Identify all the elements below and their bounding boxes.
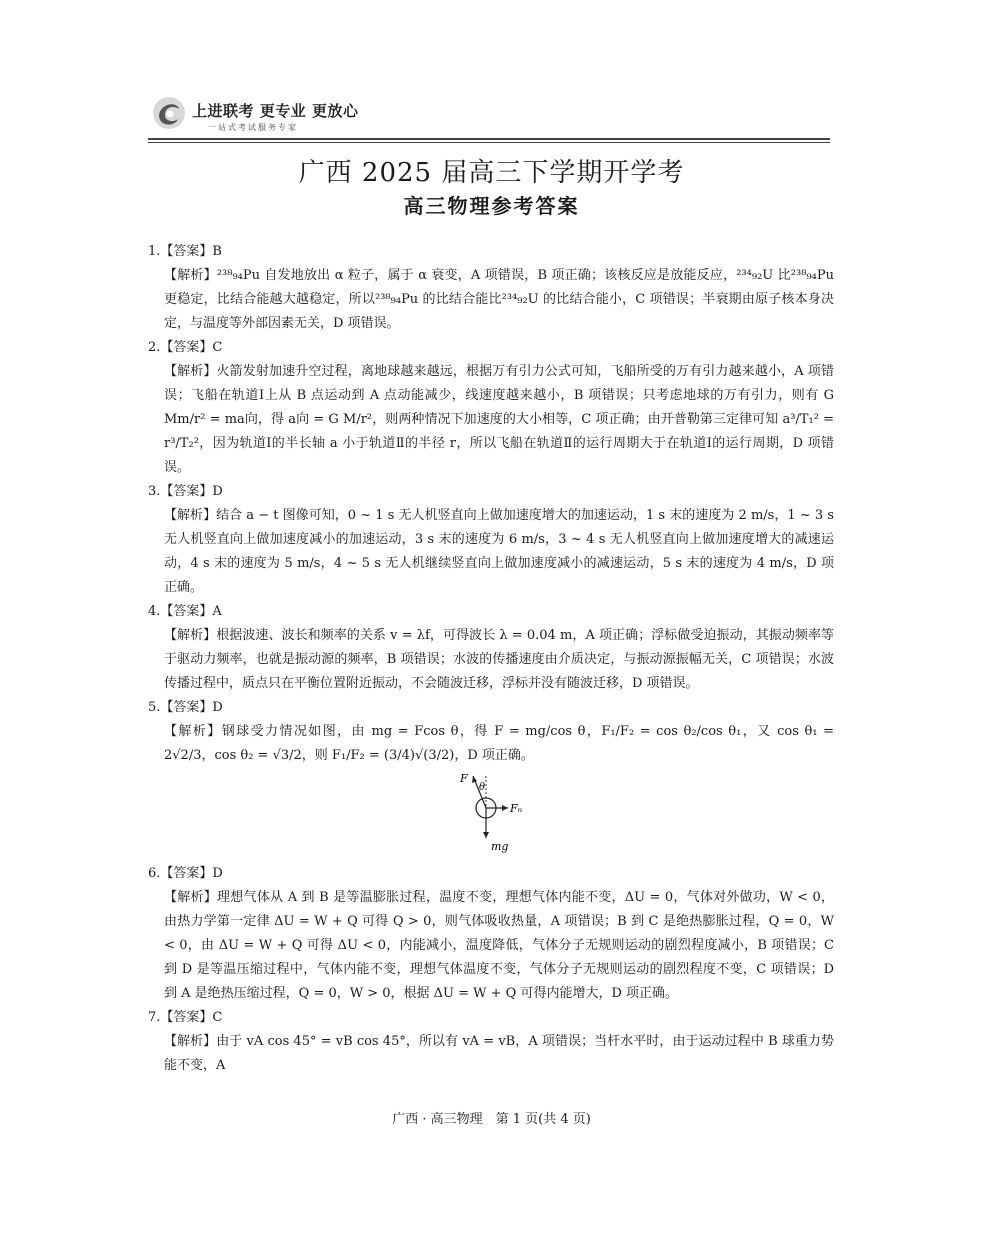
question-5-explanation: 【解析】钢球受力情况如图，由 mg = Fcos θ，得 F = mg/cos θ，F₁/F₂ = cos θ₂/cos θ₁，又 cos θ₁ = 2√2/3，cos θ₂ = √3/2，则 F₁/F₂ = (3/4)√(3/2)，D 项正确。	[164, 724, 834, 763]
label-fn: Fₙ	[510, 802, 523, 815]
page-title: 广西 2025 届高三下学期开学考	[298, 158, 685, 188]
question-7-answer: 7.【答案】C	[148, 1010, 223, 1025]
question-3-explanation: 【解析】结合 a − t 图像可知，0 ~ 1 s 无人机竖直向上做加速度增大的加速运动，1 s 末的速度为 2 m/s，1 ~ 3 s 无人机竖直向上做加速度减小的加速运动，3 s 末的速度为 6 m/s，3 ~ 4 s 无人机竖直向上做加速度增大的减速运动，4 s 末的速度为 5 m/s，4 ~ 5 s 无人机继续竖直向上做加速度减小的减速运动，5 s 末的速度为 4 m/s，D 项正确。	[164, 508, 834, 595]
label-theta: θ	[479, 782, 486, 793]
question-3-answer: 3.【答案】D	[148, 484, 223, 499]
question-6-explanation: 【解析】理想气体从 A 到 B 是等温膨胀过程，温度不变，理想气体内能不变，ΔU = 0，气体对外做功，W < 0，由热力学第一定律 ΔU = W + Q 可得 Q > 0，则气体吸收热量，A 项错误；B 到 C 是绝热膨胀过程，Q = 0，W < 0，由 ΔU = W + Q 可得 ΔU < 0，内能减小，温度降低，气体分子无规则运动的剧烈程度减小，B 项错误；C 到 D 是等温压缩过程中，气体内能不变，理想气体温度不变，气体分子无规则运动的剧烈程度不变，C 项错误；D 到 A 是绝热压缩过程，Q = 0，W > 0，根据 ΔU = W + Q 可得内能增大，D 项正确。	[164, 890, 834, 1001]
subslogan: 一站式考试服务专家	[208, 123, 298, 132]
question-2-answer: 2.【答案】C	[148, 340, 223, 355]
swirl-logo-icon	[151, 95, 187, 131]
force-diagram	[148, 770, 834, 856]
page-subtitle: 高三物理参考答案	[403, 194, 580, 218]
header-divider-thin	[148, 142, 830, 143]
header-divider	[148, 138, 830, 140]
label-mg: mg	[491, 840, 509, 853]
label-f: F	[460, 772, 468, 785]
header	[148, 90, 838, 140]
question-5-answer: 5.【答案】D	[148, 700, 223, 715]
question-7-explanation: 【解析】由于 vA cos 45° = vB cos 45°，所以有 vA = vB，A 项错误；当杆水平时，由于运动过程中 B 球重力势能不变，A	[164, 1034, 834, 1073]
answer-list	[148, 240, 834, 1078]
question-1-answer: 1.【答案】B	[148, 244, 222, 259]
question-2-explanation: 【解析】火箭发射加速升空过程，离地球越来越远，根据万有引力公式可知，飞船所受的万有引力越来越小，A 项错误；飞船在轨道Ⅰ上从 B 点运动到 A 点动能减少，线速度越来越小，B 项错误；只考虑地球的万有引力，则有 G Mm/r² = ma向，得 a向 = G M/r²，则两种情况下加速度的大小相等，C 项正确；由开普勒第三定律可知 a³/T₁² = r³/T₂²，因为轨道Ⅰ的半长轴 a 小于轨道Ⅱ的半径 r，所以飞船在轨道Ⅱ的运行周期大于在轨道Ⅰ的运行周期，D 项错误。	[164, 364, 834, 475]
question-6-answer: 6.【答案】D	[148, 866, 223, 881]
page-footer: 广西 · 高三物理 第 1 页(共 4 页)	[392, 1112, 591, 1127]
question-4-explanation: 【解析】根据波速、波长和频率的关系 v = λf，可得波长 λ = 0.04 m，A 项正确；浮标做受迫振动，其振动频率等于驱动力频率，也就是振动源的频率，B 项错误；水波的传播速度由介质决定，与振动源振幅无关，C 项错误；水波传播过程中，质点只在平衡位置附近振动，不会随波迁移，浮标并没有随波迁移，D 项错误。	[164, 628, 834, 691]
question-1-explanation: 【解析】²³⁸₉₄Pu 自发地放出 α 粒子，属于 α 衰变，A 项错误，B 项正确；该核反应是放能反应，²³⁴₉₂U 比²³⁸₉₄Pu 更稳定，比结合能越大越稳定，所以²³⁸₉₄Pu 的比结合能比²³⁴₉₂U 的比结合能小，C 项错误；半衰期由原子核本身决定，与温度等外部因素无关，D 项错误。	[164, 268, 834, 331]
question-4-answer: 4.【答案】A	[148, 604, 222, 619]
slogan: 上进联考 更专业 更放心	[192, 102, 359, 120]
